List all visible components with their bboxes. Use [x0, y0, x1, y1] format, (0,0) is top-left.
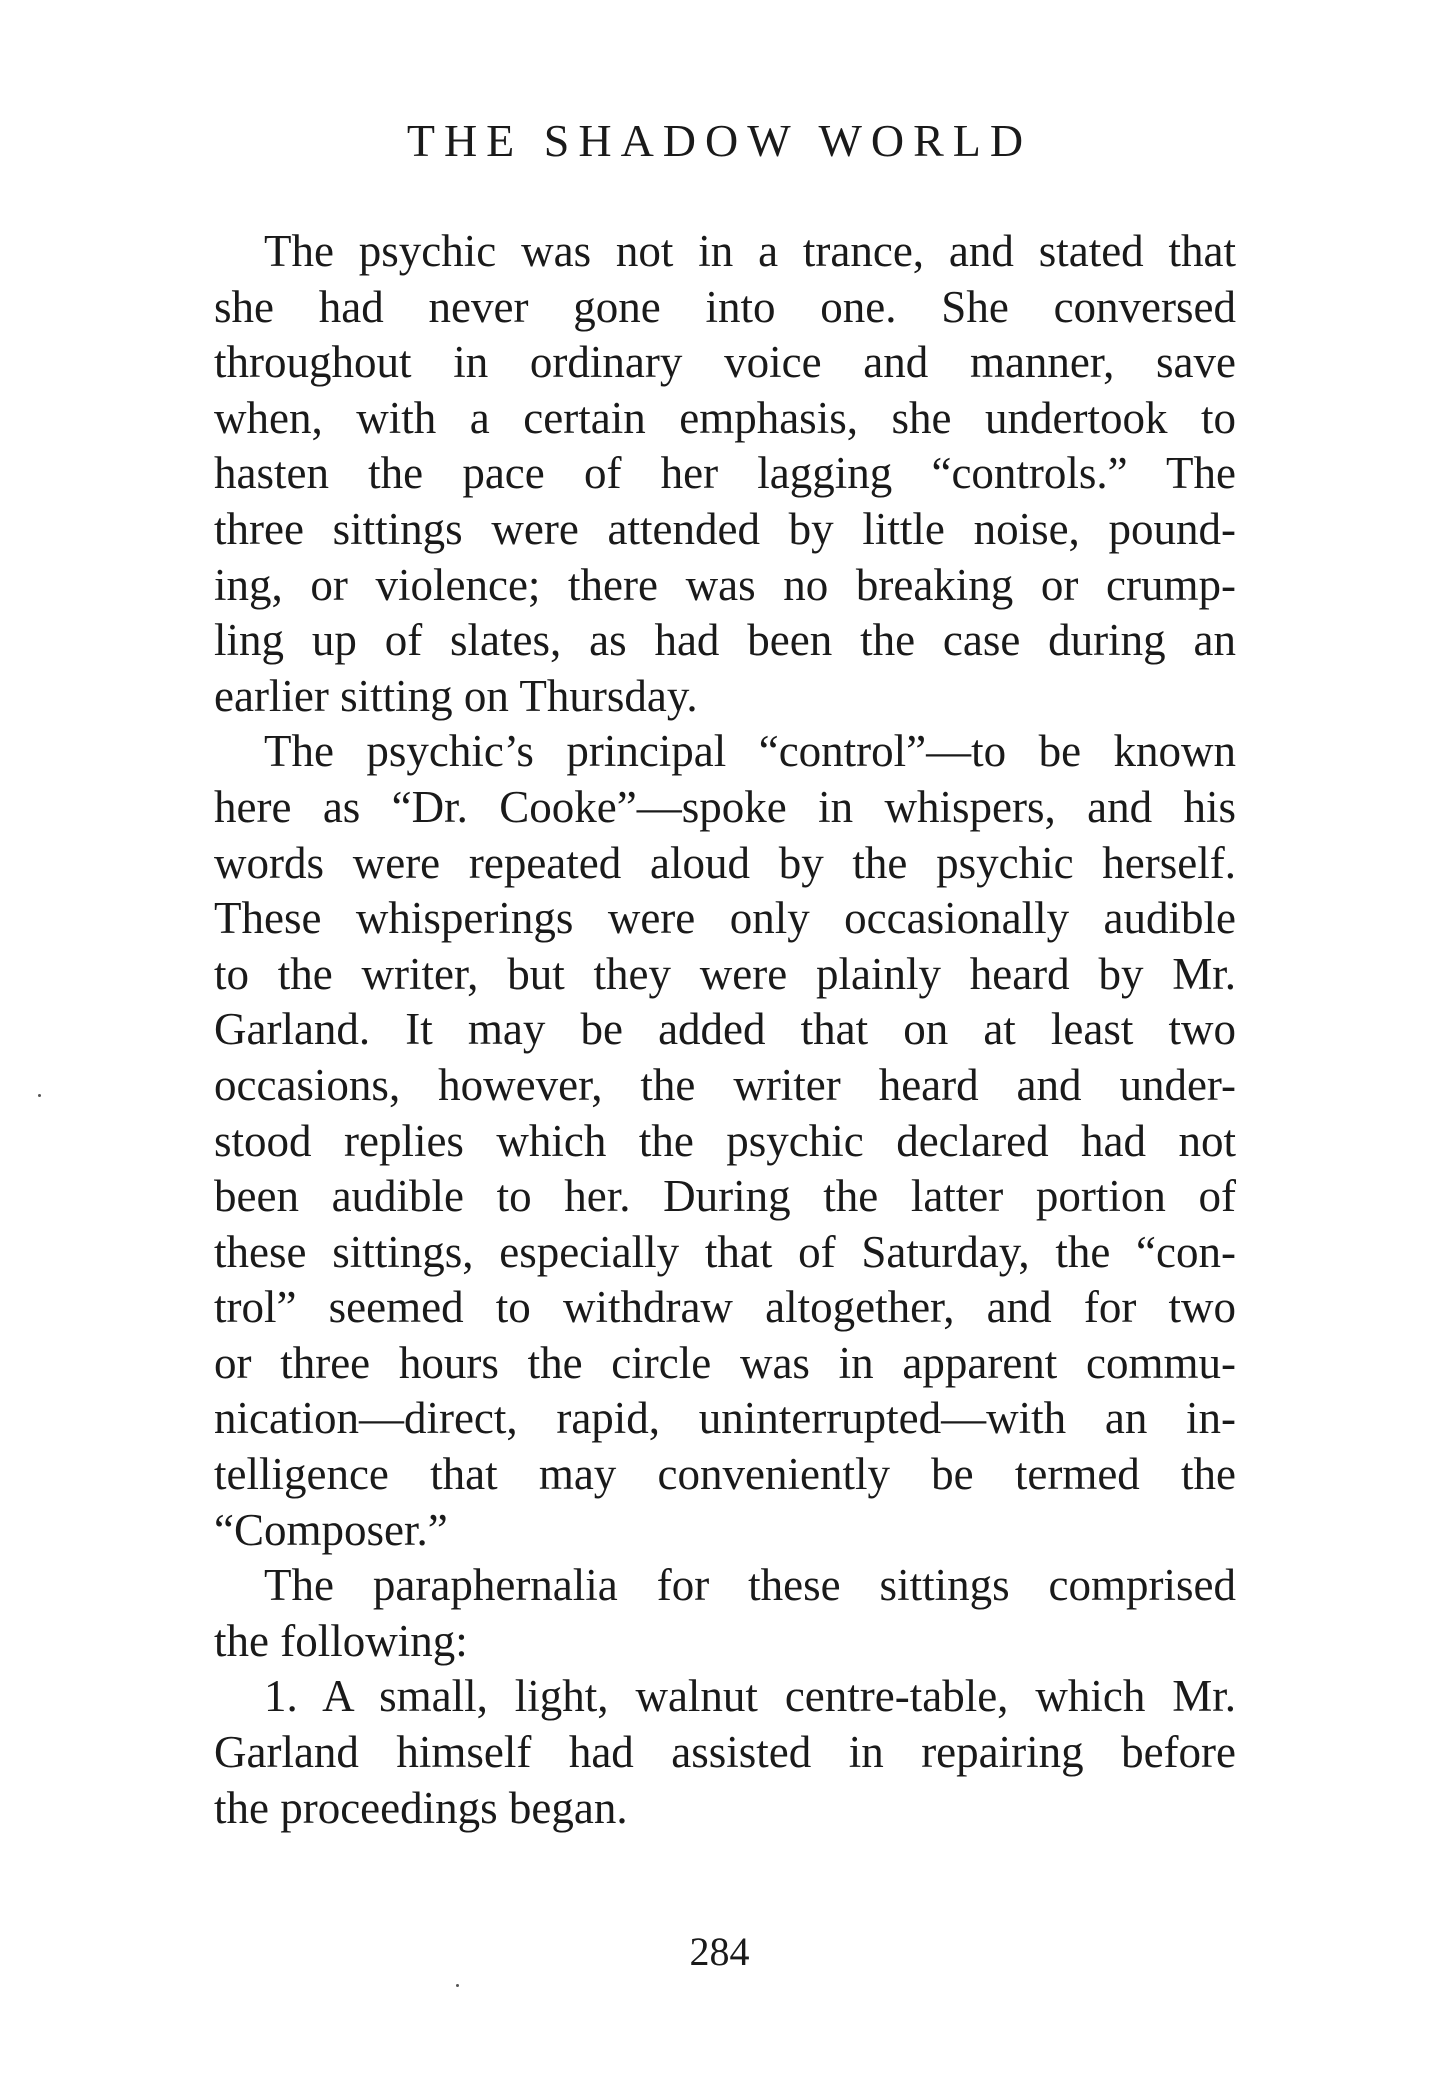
text-line: nication—direct, rapid, uninterrupted—with an in-: [214, 1393, 1236, 1444]
text-line: “Composer.”: [214, 1504, 448, 1555]
text-line: Garland. It may be added that on at least two: [214, 1004, 1236, 1055]
text-line: to the writer, but they were plainly heard by Mr.: [214, 948, 1236, 999]
text-line: ing, or violence; there was no breaking or crump-: [214, 559, 1236, 610]
text-line: telligence that may conveniently be termed the: [214, 1449, 1236, 1500]
paragraph: [214, 724, 1236, 1558]
text-line: earlier sitting on Thursday.: [214, 670, 698, 721]
text-line: or three hours the circle was in apparent commu-: [214, 1337, 1236, 1388]
text-line: These whisperings were only occasionally audible: [214, 893, 1236, 944]
text-line: here as “Dr. Cooke”—spoke in whispers, and his: [214, 781, 1236, 832]
text-line: words were repeated aloud by the psychic herself.: [214, 837, 1236, 888]
scan-speck: [456, 1984, 459, 1987]
paragraph: [214, 1669, 1236, 1836]
text-line: The psychic was not in a trance, and stated that: [264, 226, 1236, 276]
text-line: the proceedings began.: [214, 1782, 628, 1833]
text-line: three sittings were attended by little noise, pound-: [214, 503, 1236, 554]
text-line: ling up of slates, as had been the case during an: [214, 615, 1236, 666]
text-line: 1. A small, light, walnut centre-table, which Mr.: [264, 1671, 1236, 1722]
text-line: The psychic’s principal “control”—to be known: [264, 726, 1236, 777]
text-line: The paraphernalia for these sittings comprised: [264, 1560, 1236, 1611]
scan-speck: [38, 1094, 41, 1097]
text-line: been audible to her. During the latter portion of: [214, 1171, 1236, 1222]
text-line: Garland himself had assisted in repairing before: [214, 1727, 1236, 1778]
text-line: the following:: [214, 1615, 468, 1666]
text-line: she had never gone into one. She conversed: [214, 281, 1236, 332]
paragraph: [214, 1558, 1236, 1669]
page-number: 284: [689, 1929, 750, 1974]
text-line: when, with a certain emphasis, she undertook to: [214, 392, 1236, 443]
text-line: throughout in ordinary voice and manner, save: [214, 337, 1236, 388]
body-text: [214, 224, 1236, 1836]
text-line: hasten the pace of her lagging “controls.” The: [214, 448, 1236, 499]
text-line: trol” seemed to withdraw altogether, and for two: [214, 1282, 1236, 1333]
text-line: these sittings, especially that of Saturday, the “con-: [214, 1226, 1236, 1277]
paragraph: [214, 224, 1236, 724]
running-head: THE SHADOW WORLD: [406, 115, 1033, 166]
text-line: occasions, however, the writer heard and under-: [214, 1059, 1236, 1110]
text-line: stood replies which the psychic declared had not: [214, 1115, 1236, 1166]
